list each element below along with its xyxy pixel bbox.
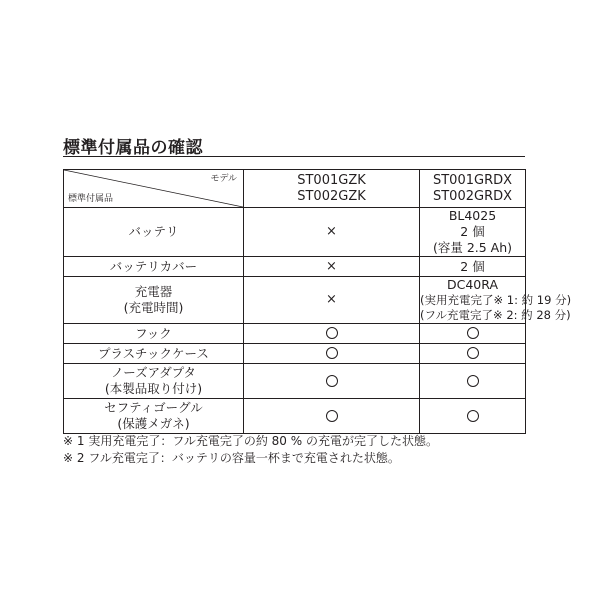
table-row-charger — [64, 277, 526, 324]
page-title: 標準付属品の確認 — [63, 138, 203, 158]
circle-icon — [467, 347, 479, 359]
diagonal-header-cell — [64, 170, 244, 208]
model-name: ST001GZK — [297, 172, 366, 188]
row-label: ノーズアダプタ (本製品取り付け) — [64, 364, 244, 399]
footnote-2: ※ 2 フル充電完了：バッテリの容量一杯まで充電された状態。 — [63, 451, 400, 465]
row-label: 充電器 (充電時間) — [64, 277, 244, 324]
circle-icon — [326, 375, 338, 387]
included-mark — [420, 344, 526, 364]
footnote-1: ※ 1 実用充電完了：フル充電完了の約 80 % の充電が完了した状態。 — [63, 434, 438, 448]
footnotes — [63, 433, 543, 467]
circle-icon — [326, 410, 338, 422]
included-mark — [244, 344, 420, 364]
model-column-zk — [244, 170, 420, 208]
circle-icon — [326, 327, 338, 339]
row-label: プラスチックケース — [64, 344, 244, 364]
model-column-rdx — [420, 170, 526, 208]
model-header-label: モデル — [210, 174, 237, 184]
model-name: ST002GRDX — [432, 188, 513, 204]
circle-icon — [467, 327, 479, 339]
row-value: BL4025 2 個 (容量 2.5 Ah) — [420, 208, 526, 257]
title-underline — [63, 156, 525, 157]
model-name: ST001GRDX — [432, 172, 513, 188]
table-row-battery-cover — [64, 257, 526, 277]
accessories-table — [63, 169, 572, 434]
cross-mark: × — [244, 208, 420, 257]
row-label: バッテリカバー — [64, 257, 244, 277]
accessory-header-label: 標準付属品 — [68, 194, 114, 204]
circle-icon — [467, 375, 479, 387]
table-row-battery — [64, 208, 526, 257]
table-row-hook — [64, 324, 526, 344]
included-mark — [420, 399, 526, 434]
row-value: 2 個 — [420, 257, 526, 277]
row-label: バッテリ — [64, 208, 244, 257]
model-name: ST002GZK — [297, 188, 366, 204]
table-row-safety-goggles — [64, 399, 526, 434]
table-header-row — [64, 170, 526, 208]
row-label: フック — [64, 324, 244, 344]
included-mark — [420, 364, 526, 399]
circle-icon — [326, 347, 338, 359]
table-row-nose-adapter — [64, 364, 526, 399]
cross-mark: × — [244, 257, 420, 277]
row-value: DC40RA (実用充電完了※ 1: 約 19 分) (フル充電完了※ 2: 約 28 分) — [420, 277, 572, 322]
row-label: セフティゴーグル (保護メガネ) — [64, 399, 244, 434]
included-mark — [244, 324, 420, 344]
included-mark — [244, 364, 420, 399]
included-mark — [244, 399, 420, 434]
table-row-plastic-case — [64, 344, 526, 364]
circle-icon — [467, 410, 479, 422]
included-mark — [420, 324, 526, 344]
cross-mark: × — [244, 277, 420, 324]
